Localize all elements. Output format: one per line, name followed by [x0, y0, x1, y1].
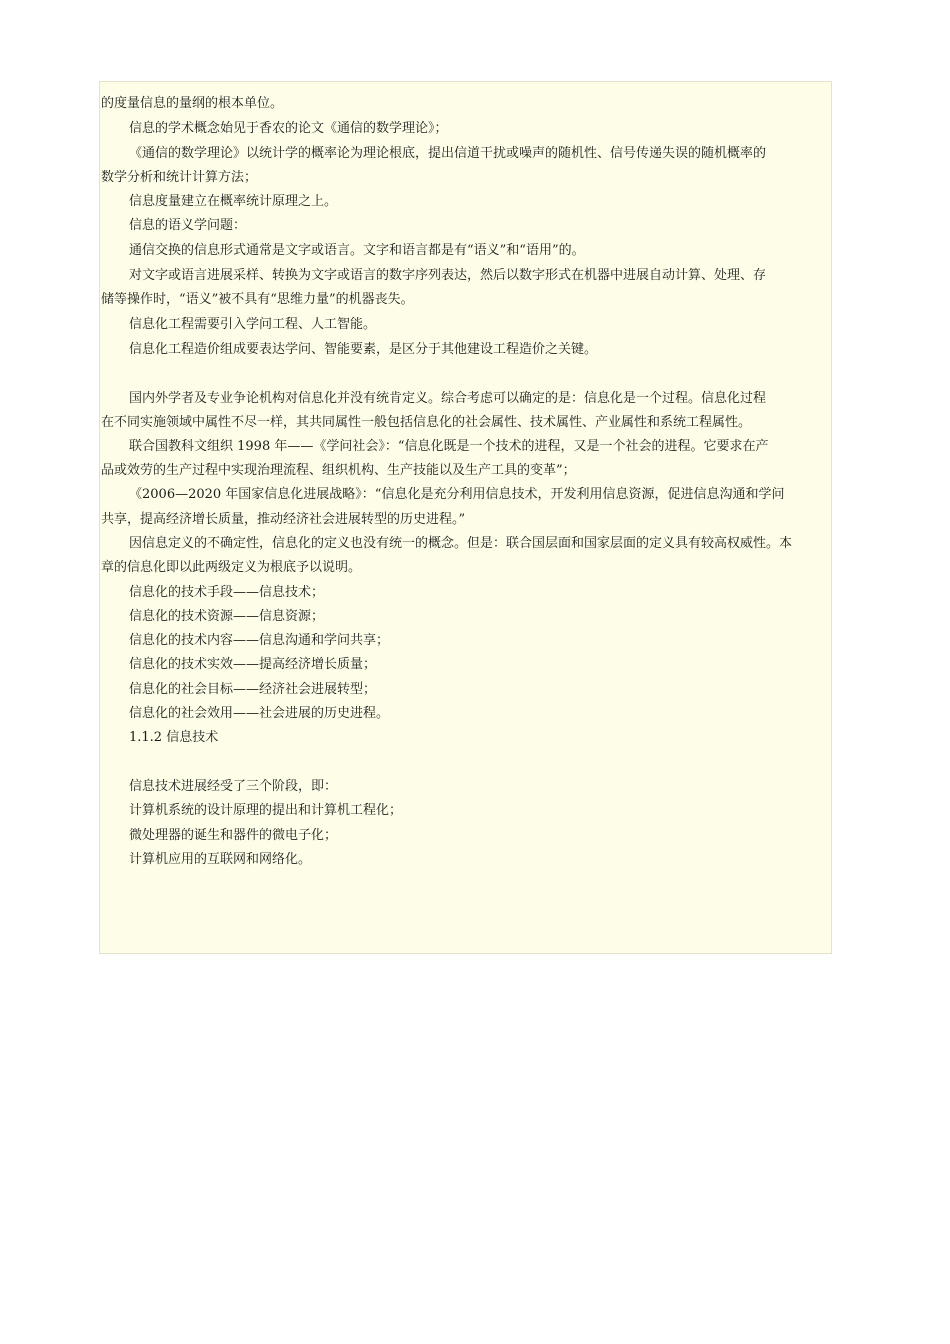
- text-line: 联合国教科文组织 1998 年——《学问社会》：“信息化既是一个技术的进程，又是一个社会的进程。它要求在产: [129, 439, 769, 454]
- text-line: 章的信息化即以此两级定义为根底予以说明。: [101, 560, 362, 575]
- text-line: 共享，提高经济增长质量，推动经济社会进展转型的历史进程。”: [101, 512, 466, 527]
- text-line: 对文字或语言进展采样、转换为文字或语言的数字序列表达，然后以数字形式在机器中进展自动计算、处理、存: [129, 268, 767, 283]
- section-heading: 1.1.2 信息技术: [129, 730, 219, 745]
- text-line: 计算机应用的互联网和网络化。: [129, 852, 312, 867]
- text-line: 通信交换的信息形式通常是文字或语言。文字和语言都是有“语义”和“语用”的。: [129, 243, 585, 258]
- text-line: 信息化工程需要引入学问工程、人工智能。: [129, 317, 377, 332]
- text-line: 信息化的技术实效——提高经济增长质量；: [129, 657, 377, 672]
- text-line: 品或效劳的生产过程中实现治理流程、组织机构、生产技能以及生产工具的变革”；: [101, 463, 576, 478]
- text-line: 数学分析和统计计算方法；: [101, 170, 258, 185]
- text-line: 因信息定义的不确定性，信息化的定义也没有统一的概念。但是：联合国层面和国家层面的定义具有较高权威性。本: [129, 536, 793, 551]
- text-line: 信息化的社会目标——经济社会进展转型；: [129, 682, 377, 697]
- text-line: 《通信的数学理论》以统计学的概率论为理论根底，提出信道干扰或噪声的随机性、信号传递失误的随机概率的: [129, 146, 767, 161]
- text-line: 信息度量建立在概率统计原理之上。: [129, 194, 338, 209]
- text-line: 在不同实施领域中属性不尽一样，其共同属性一般包括信息化的社会属性、技术属性、产业属性和系统工程属性。: [101, 415, 752, 430]
- text-line: 信息化的技术资源——信息资源；: [129, 609, 325, 624]
- text-line: 微处理器的诞生和器件的微电子化；: [129, 828, 338, 843]
- text-line: 国内外学者及专业争论机构对信息化并没有统肯定义。综合考虑可以确定的是：信息化是一个过程。信息化过程: [129, 391, 767, 406]
- text-line: 信息化的技术内容——信息沟通和学问共享；: [129, 633, 390, 648]
- text-line: 信息化的社会效用——社会进展的历史进程。: [129, 706, 390, 721]
- text-line: 信息化的技术手段——信息技术；: [129, 585, 325, 600]
- text-line: 信息化工程造价组成要表达学问、智能要素，是区分于其他建设工程造价之关键。: [129, 342, 598, 357]
- text-line: 信息的语义学问题：: [129, 218, 247, 233]
- text-line: 计算机系统的设计原理的提出和计算机工程化；: [129, 803, 403, 818]
- text-line: 《2006—2020 年国家信息化进展战略》：“信息化是充分利用信息技术，开发利用信息资源，促进信息沟通和学问: [129, 487, 785, 502]
- text-line: 信息技术进展经受了三个阶段，即：: [129, 779, 338, 794]
- document-content-box: [99, 81, 832, 954]
- text-line: 的度量信息的量纲的根本单位。: [101, 96, 284, 111]
- text-line: 储等操作时，“语义”被不具有“思维力量”的机器丧失。: [101, 292, 414, 307]
- text-line: 信息的学术概念始见于香农的论文《通信的数学理论》；: [129, 121, 448, 136]
